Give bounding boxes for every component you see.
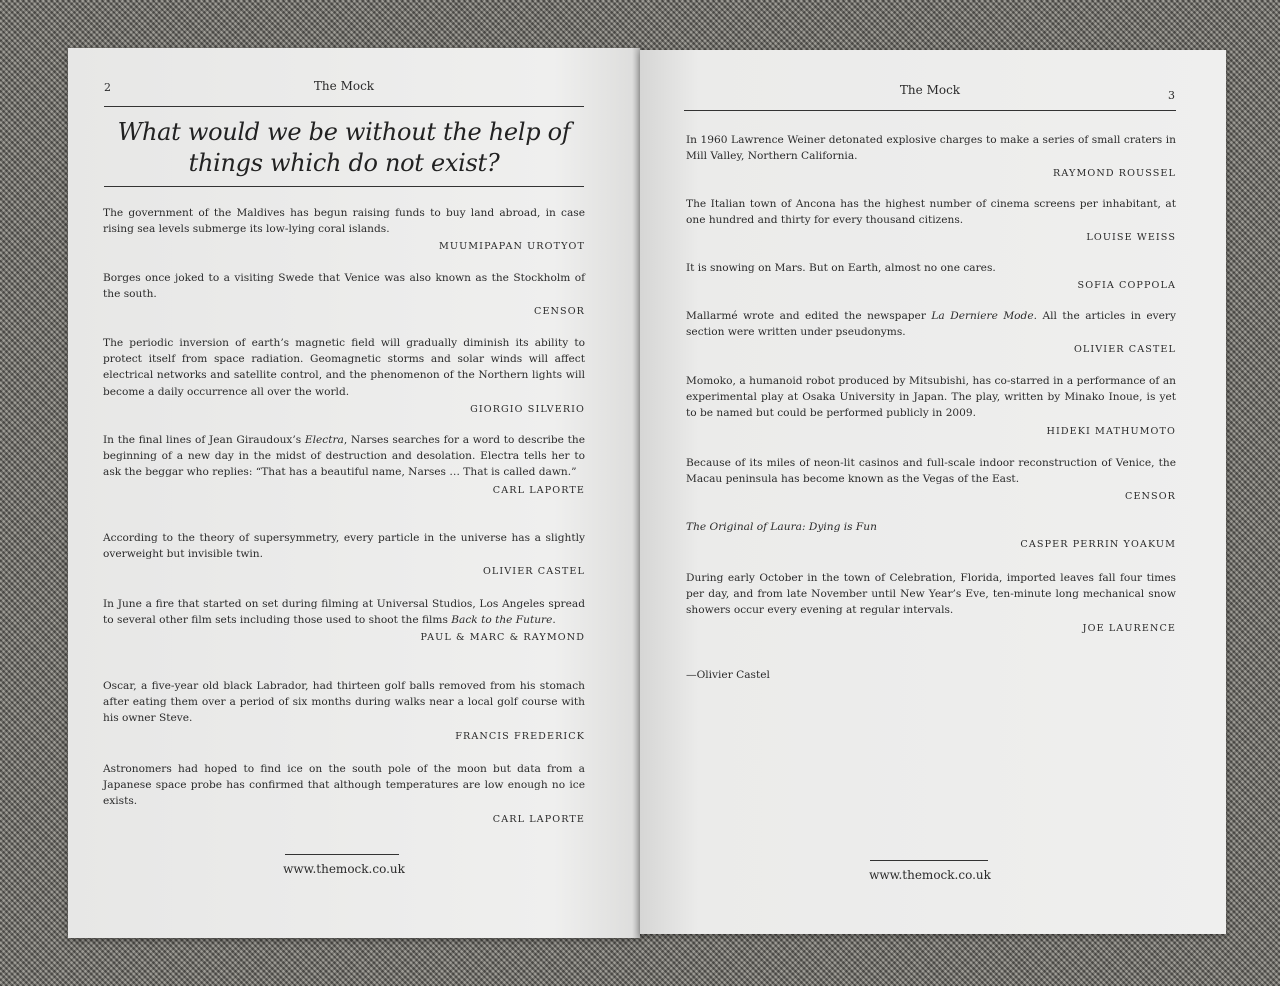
news-item [103,335,585,417]
item-text: According to the theory of supersymmetry, every particle in the universe has a slightly overweight but invisible twin. [103,532,585,561]
headline-rule [104,186,584,187]
item-text: The periodic inversion of earth’s magnetic field will gradually diminish its ability to protect itself from space radiation. Geomagnetic storms and solar winds will affect electrical networks and satellite control, and the phenomenon of the Northern lights will become a daily occurrence all over the world. [103,337,585,398]
footer-rule [870,860,988,861]
left-page [68,48,640,938]
item-attribution: GIORGIO SILVERIO [470,403,585,415]
news-item [686,519,1176,552]
news-item [686,196,1176,245]
item-text: Momoko, a humanoid robot produced by Mitsubishi, has co-starred in a performance of an experimental play at Osaka University in Japan. The play, written by Minako Inoue, is yet to be named but could be performed publicly in 2009. [686,375,1176,420]
item-italic-title: Electra [304,434,344,446]
item-attribution: CENSOR [1125,491,1176,503]
news-item [103,596,585,645]
running-header: The Mock [899,83,961,97]
item-attribution: FRANCIS FREDERICK [455,730,585,742]
signature: —Olivier Castel [686,669,770,681]
item-attribution: JOE LAURENCE [1082,622,1176,634]
news-item [686,455,1176,504]
item-attribution: CARL LAPORTE [492,813,585,825]
item-text: During early October in the town of Celebration, Florida, imported leaves fall four times per day, and from late November until New Year’s Eve, ten-minute long mechanical snow showers occur every evening at regular intervals. [686,572,1176,617]
footer-rule [285,854,399,855]
page-number: 2 [104,81,111,94]
item-italic-title: La Derniere Mode [931,310,1034,322]
right-page [640,50,1226,934]
item-text: The Italian town of Ancona has the highest number of cinema screens per inhabitant, at one hundred and thirty for every thousand citizens. [686,198,1176,227]
headline-line-1: What would we be without the help of [117,118,571,146]
item-text: Astronomers had hoped to find ice on the south pole of the moon but data from a Japanese space probe has confirmed that although temperatures are low enough no ice exists. [103,763,585,808]
item-italic-title: The Original of Laura: Dying is Fun [686,521,877,533]
item-attribution: RAYMOND ROUSSEL [1053,168,1176,180]
headline-line-2: things which do not exist? [188,149,500,177]
item-text: Because of its miles of neon-lit casinos and full-scale indoor reconstruction of Venice, the Macau peninsula has become known as the Vegas of the East. [686,457,1176,486]
running-header: The Mock [313,79,375,93]
page-number: 3 [1168,89,1175,102]
item-italic-title: Back to the Future [451,614,553,627]
item-attribution: MUUMIPAPAN UROTYOT [438,241,585,253]
news-item [686,308,1176,357]
item-text: The government of the Maldives has begun raising funds to buy land abroad, in case rising sea levels submerge its low-lying coral islands. [103,207,585,236]
footer-url: www.themock.co.uk [869,868,991,882]
item-attribution: OLIVIER CASTEL [1073,344,1176,356]
item-text: Oscar, a five-year old black Labrador, had thirteen golf balls removed from his stomach after eating them over a period of six months during walks near a local golf course with his owner Steve. [103,680,585,725]
news-item [103,270,585,319]
news-item [103,205,585,254]
item-attribution: OLIVIER CASTEL [482,566,585,578]
footer-url: www.themock.co.uk [283,862,405,876]
item-text: In the final lines of Jean Giraudoux’s Electra, Narses searches for a word to describe the beginning of a new day in the midst of destruction and desolation. Electra tells her to ask the beggar who replies: “That has a beautiful name, Narses … That is called dawn.” [103,434,585,479]
news-item [686,132,1176,181]
item-attribution: CARL LAPORTE [492,484,585,496]
item-attribution: HIDEKI MATHUMOTO [1046,425,1176,437]
item-text [686,519,1176,535]
item-text: Borges once joked to a visiting Swede that Venice was also known as the Stockholm of the south. [103,272,585,301]
news-item [103,432,585,498]
item-text: In 1960 Lawrence Weiner detonated explosive charges to make a series of small craters in Mill Valley, Northern California. [686,134,1176,163]
header-rule [684,110,1176,111]
news-item [686,373,1176,439]
header-rule [104,106,584,107]
item-attribution: LOUISE WEISS [1086,232,1176,244]
item-text: Mallarmé wrote and edited the newspaper La Derniere Mode. All the articles in every section were written under pseudonyms. [686,310,1176,339]
item-text: In June a fire that started on set during filming at Universal Studios, Los Angeles spread to several other film sets including those used to shoot the films Back to the Future. [103,598,585,627]
item-attribution: PAUL & MARC & RAYMOND [420,632,585,644]
item-text: It is snowing on Mars. But on Earth, almost no one cares. [686,262,996,274]
news-item [103,530,585,579]
news-item [103,678,585,744]
news-item [103,761,585,827]
news-item [686,570,1176,636]
item-attribution: SOFIA COPPOLA [1077,280,1176,292]
news-item [686,260,1176,293]
item-attribution: CASPER PERRIN YOAKUM [1020,539,1176,551]
item-attribution: CENSOR [534,306,585,318]
headline [104,117,584,179]
